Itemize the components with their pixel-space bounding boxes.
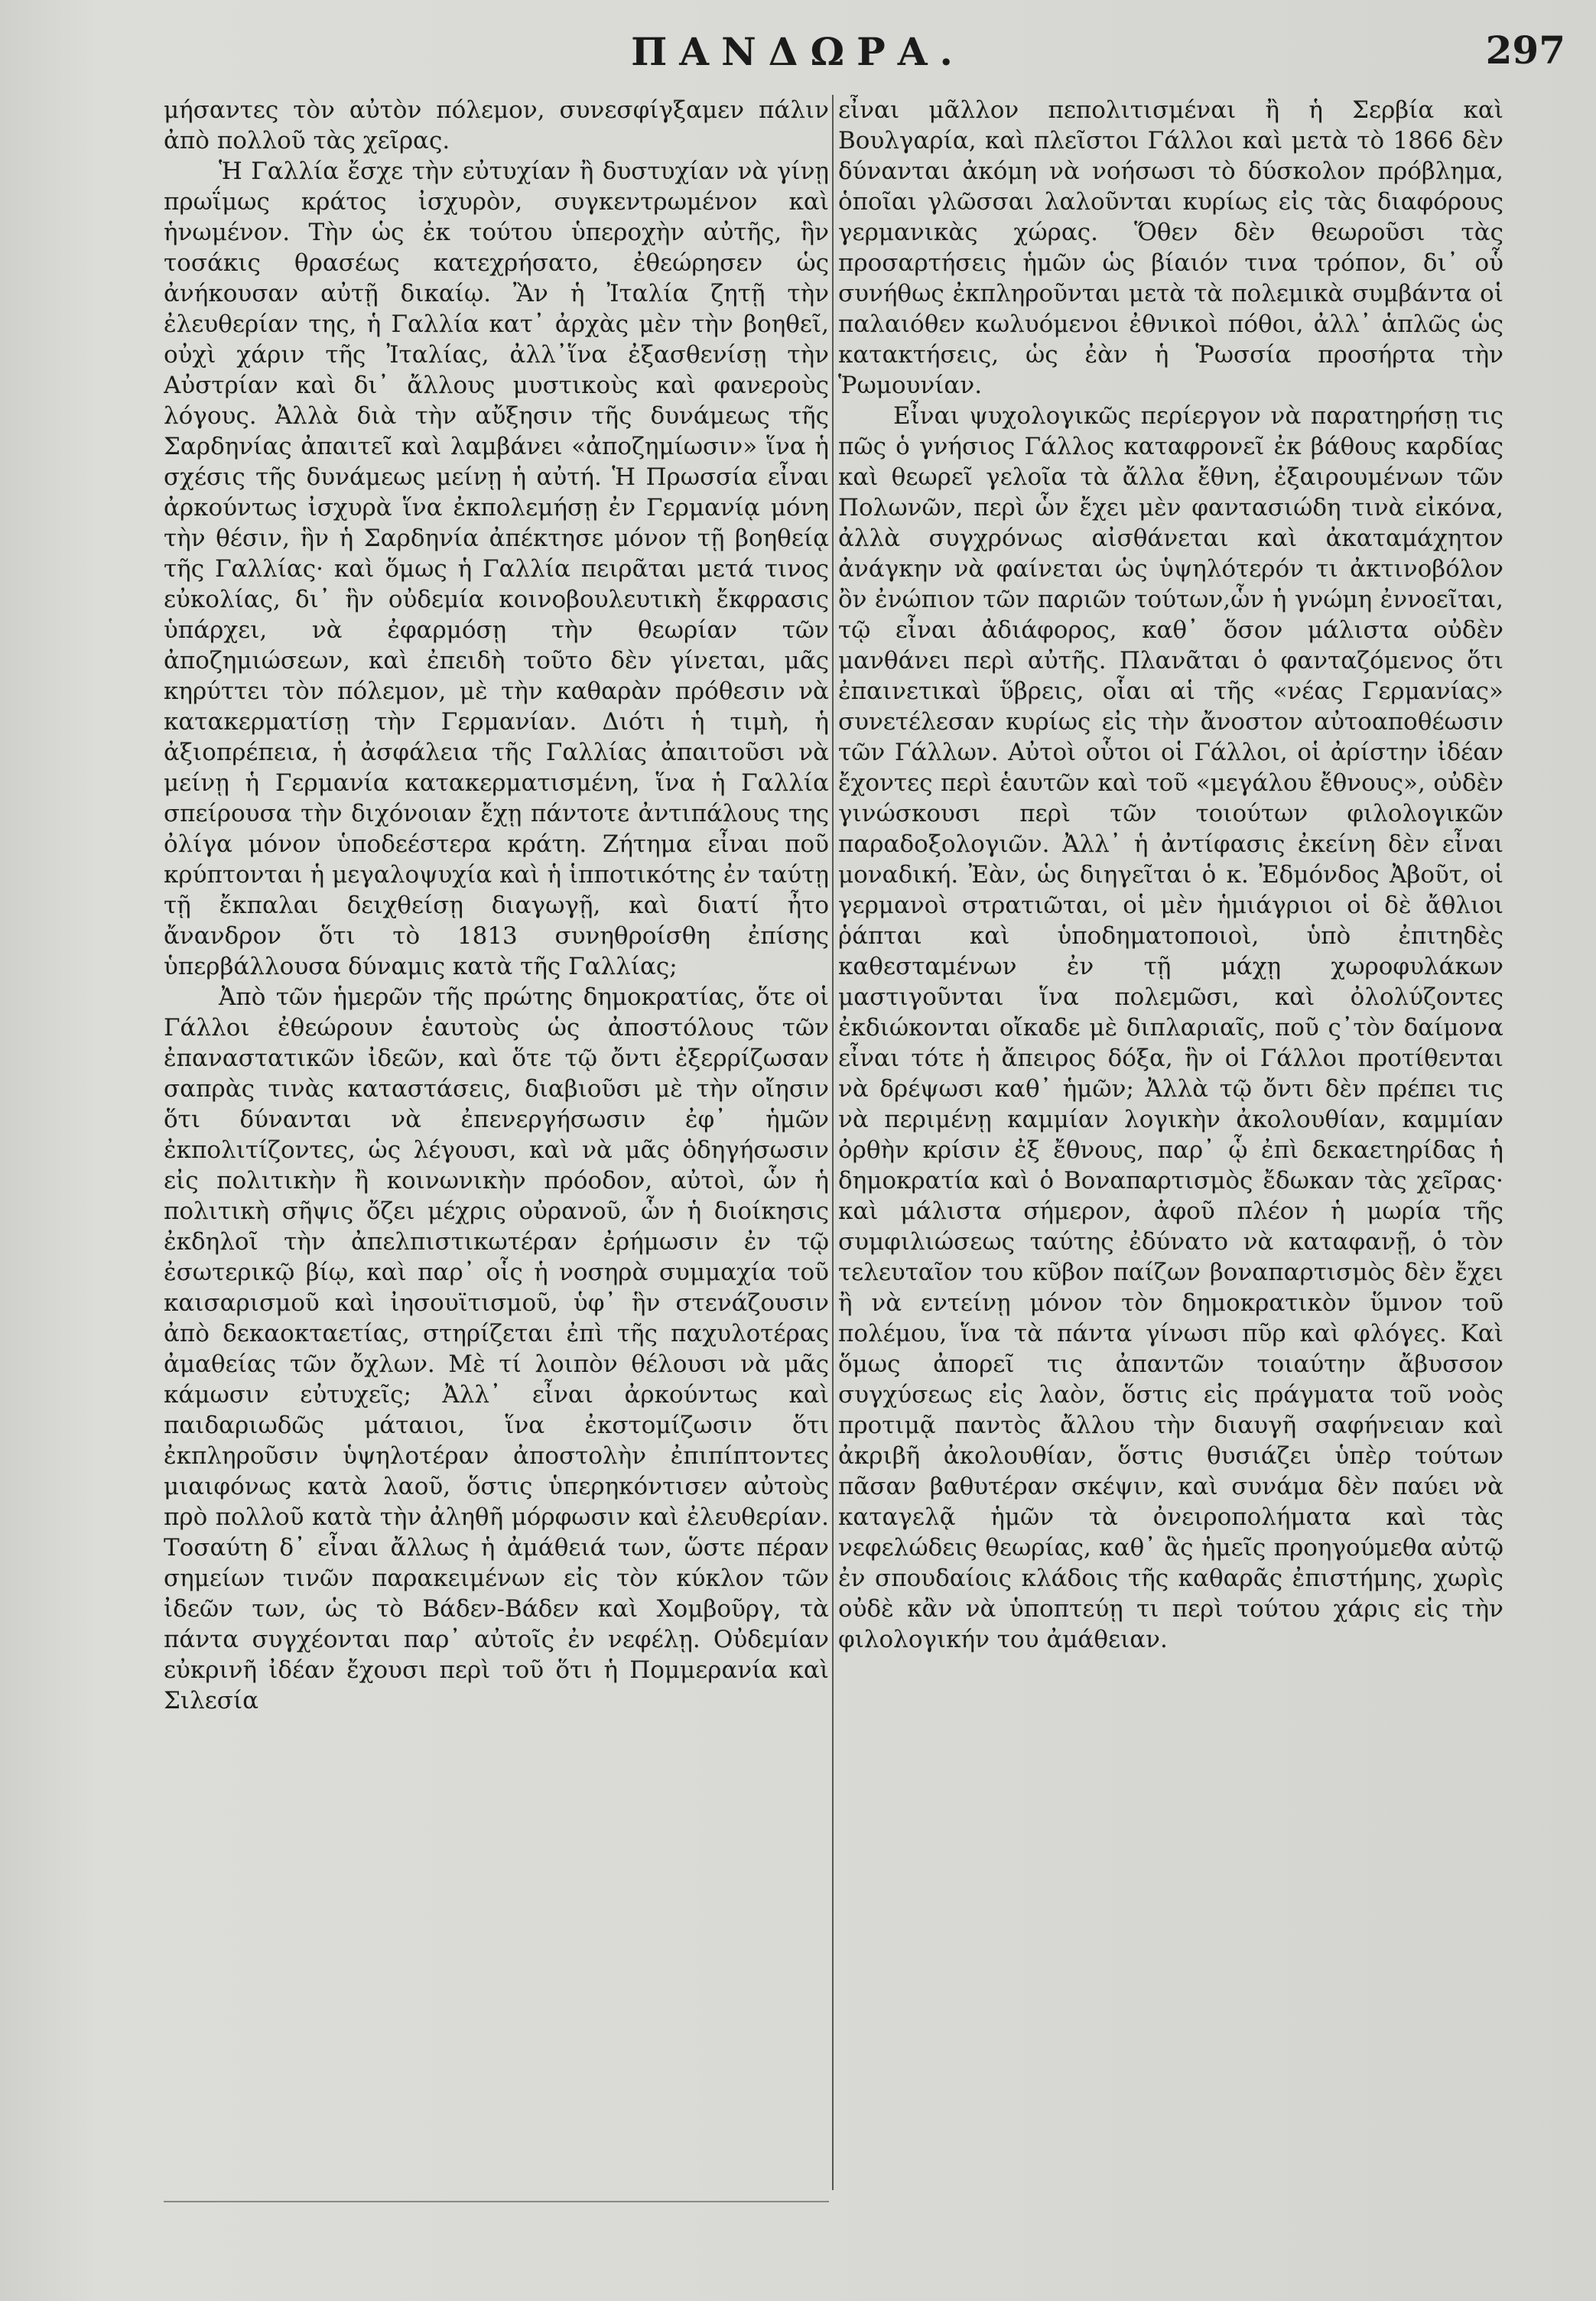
paragraph: εἶναι μᾶλλον πεπολιτισμέναι ἢ ἡ Σερβία καὶ Βουλγαρία, καὶ πλεῖστοι Γάλλοι καὶ μετὰ τὸ 1866 δὲν δύνανται ἀκόμη νὰ νοήσωσι τὸ δύσκολον πρόβλημα, ὁποῖαι γλῶσσαι λαλοῦνται κυρίως εἰς τὰς διαφόρους γερμανικὰς χώρας. Ὅθεν δὲν θεωροῦσι τὰς προσαρτήσεις ἡμῶν ὡς βίαιόν τινα τρόπον, δι᾽ οὗ συνήθως ἐκπληροῦνται μετὰ τὰ πολεμικὰ συμβάντα οἱ παλαιόθεν κωλυόμενοι ἐθνικοὶ πόθοι, ἀλλ᾽ ἁπλῶς ὡς κατακτήσεις, ὡς ἐὰν ἡ Ῥωσσία προσήρτα τὴν Ῥωμουνίαν. <box>838 96 1503 399</box>
paragraph: Ἡ Γαλλία ἔσχε τὴν εὐτυχίαν ἢ δυστυχίαν νὰ γίνῃ πρωΐμως κράτος ἰσχυρὸν, συγκεντρωμένον καὶ ἡνωμένον. Τὴν ὡς ἐκ τούτου ὑπεροχὴν αὐτῆς, ἣν τοσάκις θρασέως κατεχρήσατο, ἐθεώρησεν ὡς ἀνήκουσαν αὐτῇ δικαίῳ. Ἂν ἡ Ἰταλία ζητῇ τὴν ἐλευθερίαν της, ἡ Γαλλία κατ᾽ ἀρχὰς μὲν τὴν βοηθεῖ, οὐχὶ χάριν τῆς Ἰταλίας, ἀλλ᾽ἵνα ἐξασθενίσῃ τὴν Αὐστρίαν καὶ δι᾽ ἄλλους μυστικοὺς καὶ φανεροὺς λόγους. Ἀλλὰ διὰ τὴν αὔξησιν τῆς δυνάμεως τῆς Σαρδηνίας ἀπαιτεῖ καὶ λαμβάνει «ἀποζημίωσιν» ἵνα ἡ σχέσις τῆς δυνάμεως μείνῃ ἡ αὐτή. Ἡ Πρωσσία εἶναι ἀρκούντως ἰσχυρὰ ἵνα ἐκπολεμήσῃ ἐν Γερμανίᾳ μόνη τὴν θέσιν, ἣν ἡ Σαρδηνία ἀπέκτησε μόνον τῇ βοηθείᾳ τῆς Γαλλίας· καὶ ὅμως ἡ Γαλλία πειρᾶται μετά τινος εὐκολίας, δι᾽ ἣν οὐδεμία κοινοβουλευτικὴ ἔκφρασις ὑπάρχει, νὰ ἐφαρμόσῃ τὴν θεωρίαν τῶν ἀποζημιώσεων, καὶ ἐπειδὴ τοῦτο δὲν γίνεται, μᾶς κηρύττει τὸν πόλεμον, μὲ τὴν καθαρὰν πρόθεσιν νὰ κατακερματίσῃ τὴν Γερμανίαν. Διότι ἡ τιμὴ, ἡ ἀξιοπρέπεια, ἡ ἀσφάλεια τῆς Γαλλίας ἀπαιτοῦσι νὰ μείνῃ ἡ Γερμανία κατακερματισμένη, ἵνα ἡ Γαλλία σπείρουσα τὴν διχόνοιαν ἔχῃ πάντοτε ἀντιπάλους της ὀλίγα μόνον ὑποδεέστερα κράτη. Ζήτημα εἶναι ποῦ κρύπτονται ἡ μεγαλοψυχία καὶ ἡ ἱπποτικότης ἐν ταύτῃ τῇ ἔκπαλαι δειχθείσῃ διαγωγῇ, καὶ διατί ἦτο ἄνανδρον ὅτι τὸ 1813 συνηθροίσθη ἐπίσης ὑπερβάλλουσα δύναμις κατὰ τῆς Γαλλίας; <box>164 158 829 980</box>
footer-rule <box>164 2201 829 2202</box>
paragraph: Ἀπὸ τῶν ἡμερῶν τῆς πρώτης δημοκρατίας, ὅτε οἱ Γάλλοι ἐθεώρουν ἑαυτοὺς ὡς ἀποστόλους τῶν ἐπαναστατικῶν ἰδεῶν, καὶ ὅτε τῷ ὄντι ἐξερρίζωσαν σαπρὰς τινὰς καταστάσεις, διαβιοῦσι μὲ τὴν οἴησιν ὅτι δύνανται νὰ ἐπενεργήσωσιν ἐφ᾽ ἡμῶν ἐκπολιτίζοντες, ὡς λέγουσι, καὶ νὰ μᾶς ὁδηγήσωσιν εἰς πολιτικὴν ἢ κοινωνικὴν πρόοδον, αὐτοὶ, ὧν ἡ πολιτικὴ σῆψις ὄζει μέχρις οὐρανοῦ, ὧν ἡ διοίκησις ἐκδηλοῖ τὴν ἀπελπιστικωτέραν ἐρήμωσιν ἐν τῷ ἐσωτερικῷ βίῳ, καὶ παρ᾽ οἷς ἡ νοσηρὰ συμμαχία τοῦ καισαρισμοῦ καὶ ἰησουϊτισμοῦ, ὑφ᾽ ἣν στενάζουσιν ἀπὸ δεκαοκταετίας, στηρίζεται ἐπὶ τῆς παχυλοτέρας ἀμαθείας τῶν ὄχλων. Μὲ τί λοιπὸν θέλουσι νὰ μᾶς κάμωσιν εὐτυχεῖς; Ἀλλ᾽ εἶναι ἀρκούντως καὶ παιδαριωδῶς μάταιοι, ἵνα ἐκστομίζωσιν ὅτι ἐκπληροῦσιν ὑψηλοτέραν ἀποστολὴν ἐπιπίπτοντες μιαιφόνως κατὰ λαοῦ, ὅστις ὑπερηκόντισεν αὐτοὺς πρὸ πολλοῦ κατὰ τὴν ἀληθῆ μόρφωσιν καὶ ἐλευθερίαν. Τοσαύτη δ᾽ εἶναι ἄλλως ἡ ἀμάθειά των, ὥστε πέραν σημείων τινῶν παρακειμένων εἰς τὸν κύκλον τῶν ἰδεῶν των, ὡς τὸ Βάδεν-Βάδεν καὶ Χομβοῦργ, τὰ πάντα συγχέονται παρ᾽ αὐτοῖς ἐν νεφέλῃ. Οὐδεμίαν εὐκρινῆ ἰδέαν ἔχουσι περὶ τοῦ ὅτι ἡ Πομμερανία καὶ Σιλεσία <box>164 983 829 1714</box>
running-title: ΠΑΝΔΩΡΑ. <box>631 29 965 74</box>
column-divider <box>832 95 834 2190</box>
left-column <box>164 95 829 2175</box>
paragraph: μήσαντες τὸν αὐτὸν πόλεμον, συνεσφίγξαμεν πάλιν ἀπὸ πολλοῦ τὰς χεῖρας. <box>164 96 829 154</box>
paragraph: Εἶναι ψυχολογικῶς περίεργον νὰ παρατηρήσῃ τις πῶς ὁ γνήσιος Γάλλος καταφρονεῖ ἐκ βάθους καρδίας καὶ θεωρεῖ γελοῖα τὰ ἄλλα ἔθνη, ἐξαιρουμένων τῶν Πολωνῶν, περὶ ὧν ἔχει μὲν φαντασιώδη τινὰ εἰκόνα, ἀλλὰ συγχρόνως αἰσθάνεται καὶ ἀκαταμάχητον ἀνάγκην νὰ φαίνεται ὡς ὑψηλότερόν τι ἀκτινοβόλον ὂν ἐνώπιον τῶν παριῶν τούτων,ὧν ἡ γνώμη ἐννοεῖται, τῷ εἶναι ἀδιάφορος, καθ᾽ ὅσον μάλιστα οὐδὲν μανθάνει περὶ αὐτῆς. Πλανᾶται ὁ φανταζόμενος ὅτι ἐπαινετικαὶ ὕβρεις, οἷαι αἱ τῆς «νέας Γερμανίας» συνετέλεσαν κυρίως εἰς τὴν ἄνοστον αὐτοαποθέωσιν τῶν Γάλλων. Αὐτοὶ οὗτοι οἱ Γάλλοι, οἱ ἀρίστην ἰδέαν ἔχοντες περὶ ἑαυτῶν καὶ τοῦ «μεγάλου ἔθνους», οὐδὲν γινώσκουσι περὶ τῶν τοιούτων φιλολογικῶν παραδοξολογιῶν. Ἀλλ᾽ ἡ ἀντίφασις ἐκείνη δὲν εἶναι μοναδική. Ἐὰν, ὡς διηγεῖται ὁ κ. Ἐδμόνδος Ἀβοῦτ, οἱ γερμανοὶ στρατιῶται, οἱ μὲν ἡμιάγριοι οἱ δὲ ἄθλιοι ῥάπται καὶ ὑποδηματοποιοὶ, ὑπὸ ἐπιτηδὲς καθεσταμένων ἐν τῇ μάχῃ χωροφυλάκων μαστιγοῦνται ἵνα πολεμῶσι, καὶ ὀλολύζοντες ἐκδιώκονται οἴκαδε μὲ διπλαριαῖς, ποῦ ς᾽τὸν δαίμονα εἶναι τότε ἡ ἄπειρος δόξα, ἣν οἱ Γάλλοι προτίθενται νὰ δρέψωσι καθ᾽ ἡμῶν; Ἀλλὰ τῷ ὄντι δὲν πρέπει τις νὰ περιμένῃ καμμίαν λογικὴν ἀκολουθίαν, καμμίαν ὀρθὴν κρίσιν ἐξ ἔθνους, παρ᾽ ᾧ ἐπὶ δεκαετηρίδας ἡ δημοκρατία καὶ ὁ Βοναπαρτισμὸς ἔδωκαν τὰς χεῖρας· καὶ μάλιστα σήμερον, ἀφοῦ πλέον ἡ μωρία τῆς συμφιλιώσεως ταύτης ἐδύνατο νὰ καταφανῇ, ὁ τὸν τελευταῖον του κῦβον παίζων βοναπαρτισμὸς δὲν ἔχει ἢ νὰ εντείνῃ μόνον τὸν δημοκρατικὸν ὕμνον τοῦ πολέμου, ἵνα τὰ πάντα γίνωσι πῦρ καὶ φλόγες. Καὶ ὅμως ἀπορεῖ τις ἀπαντῶν τοιαύτην ἄβυσσον συγχύσεως εἰς λαὸν, ὅστις εἰς πράγματα τοῦ νοὸς προτιμᾷ παντὸς ἄλλου τὴν διαυγῆ σαφήνειαν καὶ ἀκριβῆ ἀκολουθίαν, ὅστις θυσιάζει ὑπὲρ τούτων πᾶσαν βαθυτέραν σκέψιν, καὶ συνάμα δὲν παύει νὰ καταγελᾷ ἡμῶν τὰ ὀνειροπολήματα καὶ τὰς νεφελώδεις θεωρίας, καθ᾽ ἃς ἡμεῖς προηγούμεθα αὐτῷ ἐν σπουδαίοις κλάδοις τῆς καθαρᾶς ἐπιστήμης, χωρὶς οὐδὲ κἂν νὰ ὑποπτεύῃ τι περὶ τούτου χάρις εἰς τὴν φιλολογικήν του ἀμάθειαν. <box>838 402 1503 1653</box>
right-column <box>838 95 1503 2175</box>
page-number: 297 <box>1485 28 1565 73</box>
